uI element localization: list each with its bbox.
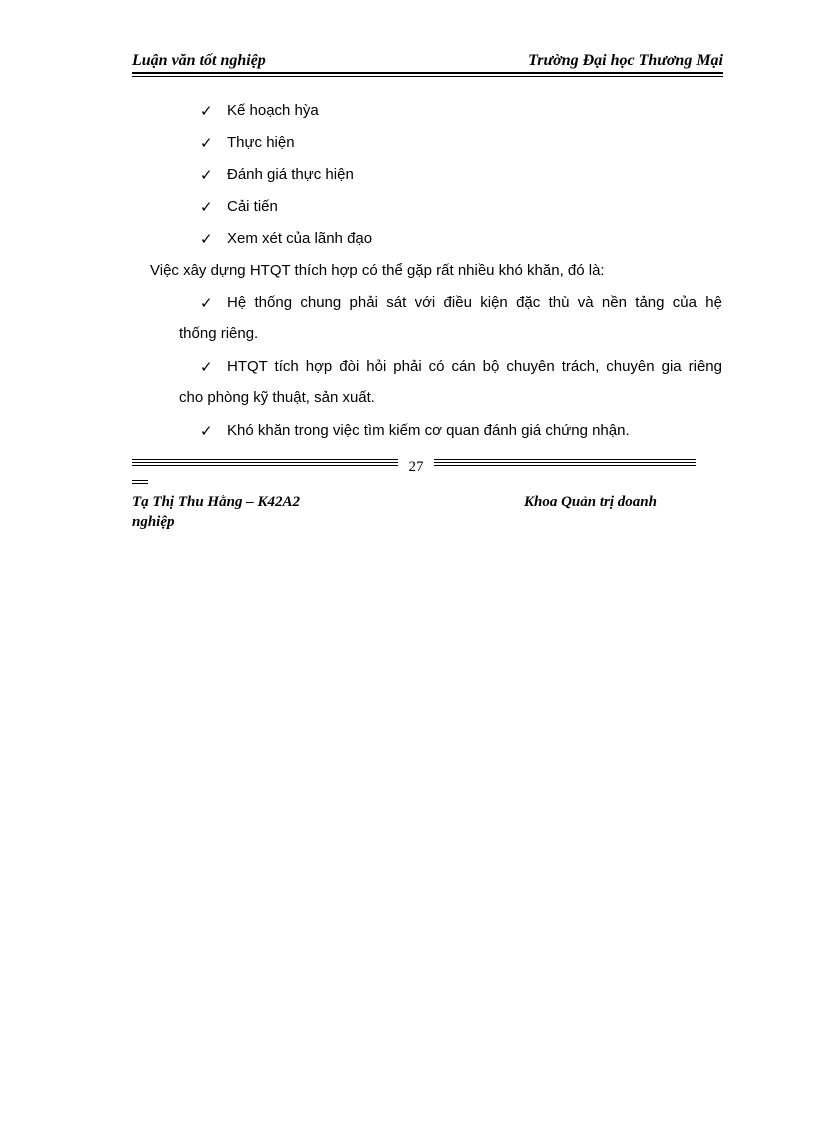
- list-item: Thực hiện: [227, 134, 295, 151]
- footer-author: Tạ Thị Thu Hằng – K42A2: [132, 494, 300, 510]
- footer-faculty: Khoa Quản trị doanh: [524, 494, 657, 510]
- difficulty-3: Khó khăn trong việc tìm kiếm cơ quan đánh giá chứng nhận.: [227, 422, 630, 439]
- header-rule: [132, 72, 723, 74]
- header-right: Trường Đại học Thương Mại: [528, 52, 723, 69]
- difficulty-1-line2: thống riêng.: [179, 325, 259, 342]
- footer-rule-short: [132, 480, 148, 481]
- check-icon: ✓: [200, 423, 213, 440]
- check-icon: ✓: [200, 135, 213, 152]
- list-item: Đánh giá thực hiện: [227, 166, 354, 183]
- list-item: Xem xét của lãnh đạo: [227, 230, 373, 247]
- footer-rule-short: [132, 483, 148, 484]
- difficulty-1-line1: Hệ thống chung phải sát với điều kiện đặc thù và nền tảng của hệ: [227, 294, 722, 311]
- header-left: Luận văn tốt nghiệp: [132, 52, 266, 69]
- header-rule-thin: [132, 76, 723, 77]
- check-icon: ✓: [200, 359, 213, 376]
- check-icon: ✓: [200, 167, 213, 184]
- check-icon: ✓: [200, 103, 213, 120]
- intro-paragraph: Việc xây dựng HTQT thích hợp có thể gặp rất nhiều khó khăn, đó là:: [150, 262, 605, 279]
- page-number: 27: [398, 459, 434, 476]
- check-icon: ✓: [200, 295, 213, 312]
- list-item: Cải tiến: [227, 198, 278, 215]
- check-icon: ✓: [200, 199, 213, 216]
- difficulty-2-line1: HTQT tích hợp đòi hỏi phải có cán bộ chuyên trách, chuyên gia riêng: [227, 358, 722, 375]
- footer-faculty-wrap: nghiệp: [132, 514, 175, 530]
- list-item: Kế hoạch hỳa: [227, 102, 319, 119]
- check-icon: ✓: [200, 231, 213, 248]
- difficulty-2-line2: cho phòng kỹ thuật, sản xuất.: [179, 389, 375, 406]
